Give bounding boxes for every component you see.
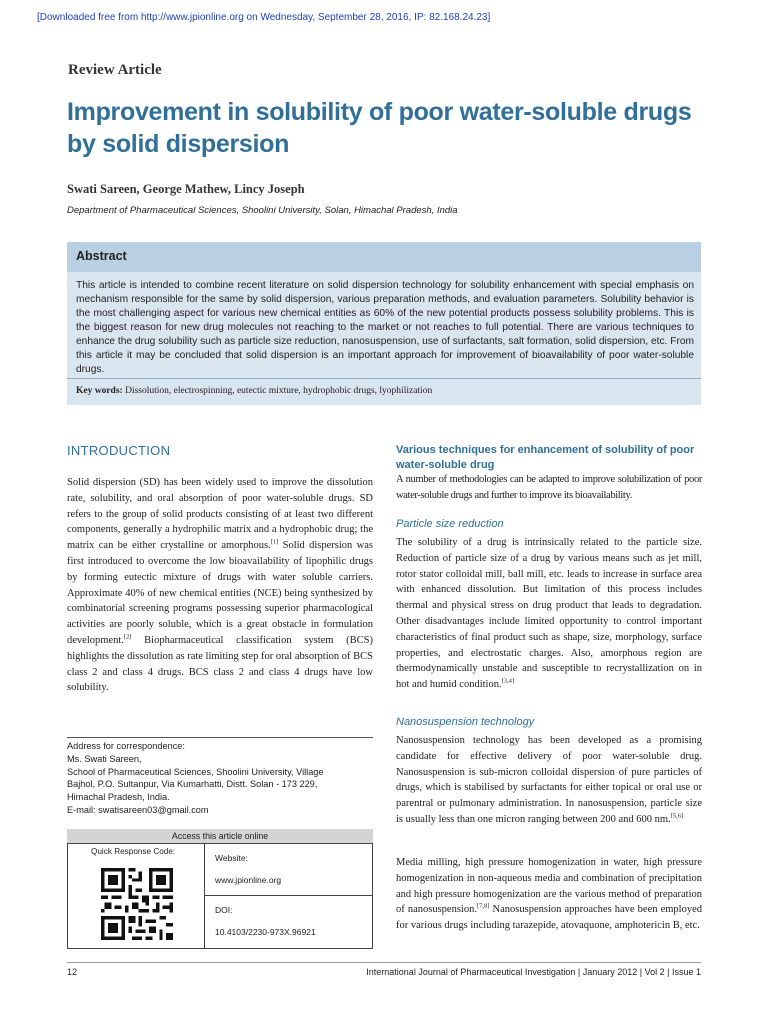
doi-link[interactable]: 10.4103/2230-973X.96921 (215, 927, 316, 937)
abstract-box (67, 242, 701, 405)
techniques-heading: Various techniques for enhancement of solubility of poor water-soluble drug (396, 444, 695, 471)
techniques-intro: A number of methodologies can be adapted to improve solubilization of poor water-soluble drugs and further to improve its bioavailability. (396, 474, 702, 501)
correspondence-line: Ms. Swati Sareen, (67, 753, 142, 764)
particle-size-text: The solubility of a drug is intrinsically related to the particle size. Reduction of particle size of a drug by various means such as jet mill, rotor stator colloidal mill, ball mill, etc. leads to increase in surface area with enhanced dissolution. But limitation of this process includes thermal and physical stress on drug product that leads to degradation. Other disadvantages include limited opportunity to control important characteristics of final product such as shape, size, morphology, surface properties, and electrostatic charges. Also, amorphous region are thermodynamically unstable and susceptible to recrystallization on in hot and humid condition.[3,4] (396, 537, 702, 691)
correspondence-line: Bajhol, P.O. Sultanpur, Via Kumarhatti, Distt. Solan - 173 229, (67, 779, 318, 790)
access-table (67, 843, 373, 949)
article-title: Improvement in solubility of poor water-soluble drugs by solid dispersion (67, 98, 692, 158)
doi-cell (205, 896, 372, 948)
page-number: 12 (67, 967, 78, 977)
journal-citation: International Journal of Pharmaceutical Investigation | January 2012 | Vol 2 | Issue 1 (366, 967, 701, 977)
qr-code-icon[interactable] (101, 863, 173, 945)
keywords-divider (67, 378, 701, 379)
introduction-heading: INTRODUCTION (67, 443, 171, 458)
doi-label: DOI: (215, 905, 233, 915)
website-link[interactable]: www.jpionline.org (215, 875, 282, 885)
citation-ref[interactable]: [2] (123, 633, 132, 641)
correspondence-line: Address for correspondence: (67, 741, 185, 751)
abstract-heading: Abstract (67, 242, 701, 272)
citation-ref[interactable]: [1] (270, 538, 279, 546)
website-label: Website: (215, 853, 248, 863)
correspondence-line: School of Pharmaceutical Sciences, Shoolini University, Village (67, 766, 324, 777)
footer-divider (67, 962, 701, 963)
abstract-text: This article is intended to combine recent literature on solid dispersion technology for solubility enhancement with special emphasis on mechanism responsible for the same by solid dispersion, various preparation methods, and evaluation parameters. Solubility behavior is the most challenging aspect for various new chemical entities as 60% of the new potential products possess solubility problems. This is the biggest reason for new drug molecules not reaching to the market or not reaches to full potential. There are various techniques to enhance the drug solubility such as particle size reduction, nanosuspension, use of surfactants, salt formation, solid dispersion, etc. From this article it may be concluded that solid dispersion is an important approach for improvement of bioavailability of poor water-soluble drugs. (76, 280, 694, 375)
author-list: Swati Sareen, George Mathew, Lincy Joseph (67, 182, 305, 196)
affiliation: Department of Pharmaceutical Sciences, Shoolini University, Solan, Himachal Pradesh, India (67, 205, 458, 216)
introduction-text: Solid dispersion (SD) has been widely used to improve the dissolution rate, solubility, and oral absorption of poor water-soluble drugs. SD refers to the group of solid products consisting of at least two different components, generally a hydrophilic matrix and a hydrophobic drug; the matrix can be either crystalline or amorphous.[1] Solid dispersion was first introduced to overcome the low bioavailability of lipophilic drugs by forming eutectic mixture of drugs with water soluble carriers. Approximate 40% of new chemical entities (NCE) being synthesized by combinatorial screening programs possessing superior pharmacological activities are poorly soluble, which is a great obstacle in formulation development.[2] Biopharmaceutical classification system (BCS) highlights the dissolution as rate limiting step for oral absorption of BCS class 2 and class 4 drugs. BCS class 2 and class 4 drugs have low solubility. (67, 477, 373, 694)
correspondence-block (67, 737, 373, 817)
correspondence-email[interactable]: E-mail: swatisareen03@gmail.com (67, 804, 209, 815)
nanosuspension-text: Nanosuspension technology has been developed as a promising candidate for effective delivery of poor water-soluble drug. Nanosuspension is sub-micron colloidal dispersion of pure particles of drugs, which is stabilised by surfactants for either topical or oral use or parentral or pulmonary administration. In nanosuspension, particle size is usually less than one micron ranging between 200 and 600 nm.[5,6] (396, 735, 702, 825)
citation-ref[interactable]: [5,6] (670, 812, 684, 820)
nanosuspension-heading: Nanosuspension technology (396, 716, 535, 728)
keywords-label: Key words: (76, 386, 123, 396)
keywords (76, 386, 432, 396)
citation-ref[interactable]: [3,4] (501, 677, 515, 685)
access-online-box (67, 829, 373, 949)
access-heading: Access this article online (67, 829, 373, 843)
citation-ref[interactable]: [7,8] (476, 902, 490, 910)
qr-cell (68, 844, 205, 948)
download-banner: [Downloaded free from http://www.jpionline.org on Wednesday, September 28, 2016, IP: 82.168.24.23] (37, 12, 491, 23)
keywords-list: Dissolution, electrospinning, eutectic mixture, hydrophobic drugs, lyophilization (125, 386, 433, 396)
website-cell (205, 844, 372, 896)
particle-size-heading: Particle size reduction (396, 518, 504, 530)
correspondence-line: Himachal Pradesh, India. (67, 792, 170, 803)
qr-label: Quick Response Code: (91, 847, 176, 856)
nanosuspension-methods-text: Media milling, high pressure homogenization in water, high pressure homogenization in non-aqueous media and combination of precipitation and high pressure homogenization are the various method of preparation of nanosuspension.[7,8] Nanosuspension approaches have been employed for various drugs including tarazepide, atovaquone, amphotericin B, etc. (396, 857, 702, 932)
article-type-label: Review Article (68, 62, 162, 78)
